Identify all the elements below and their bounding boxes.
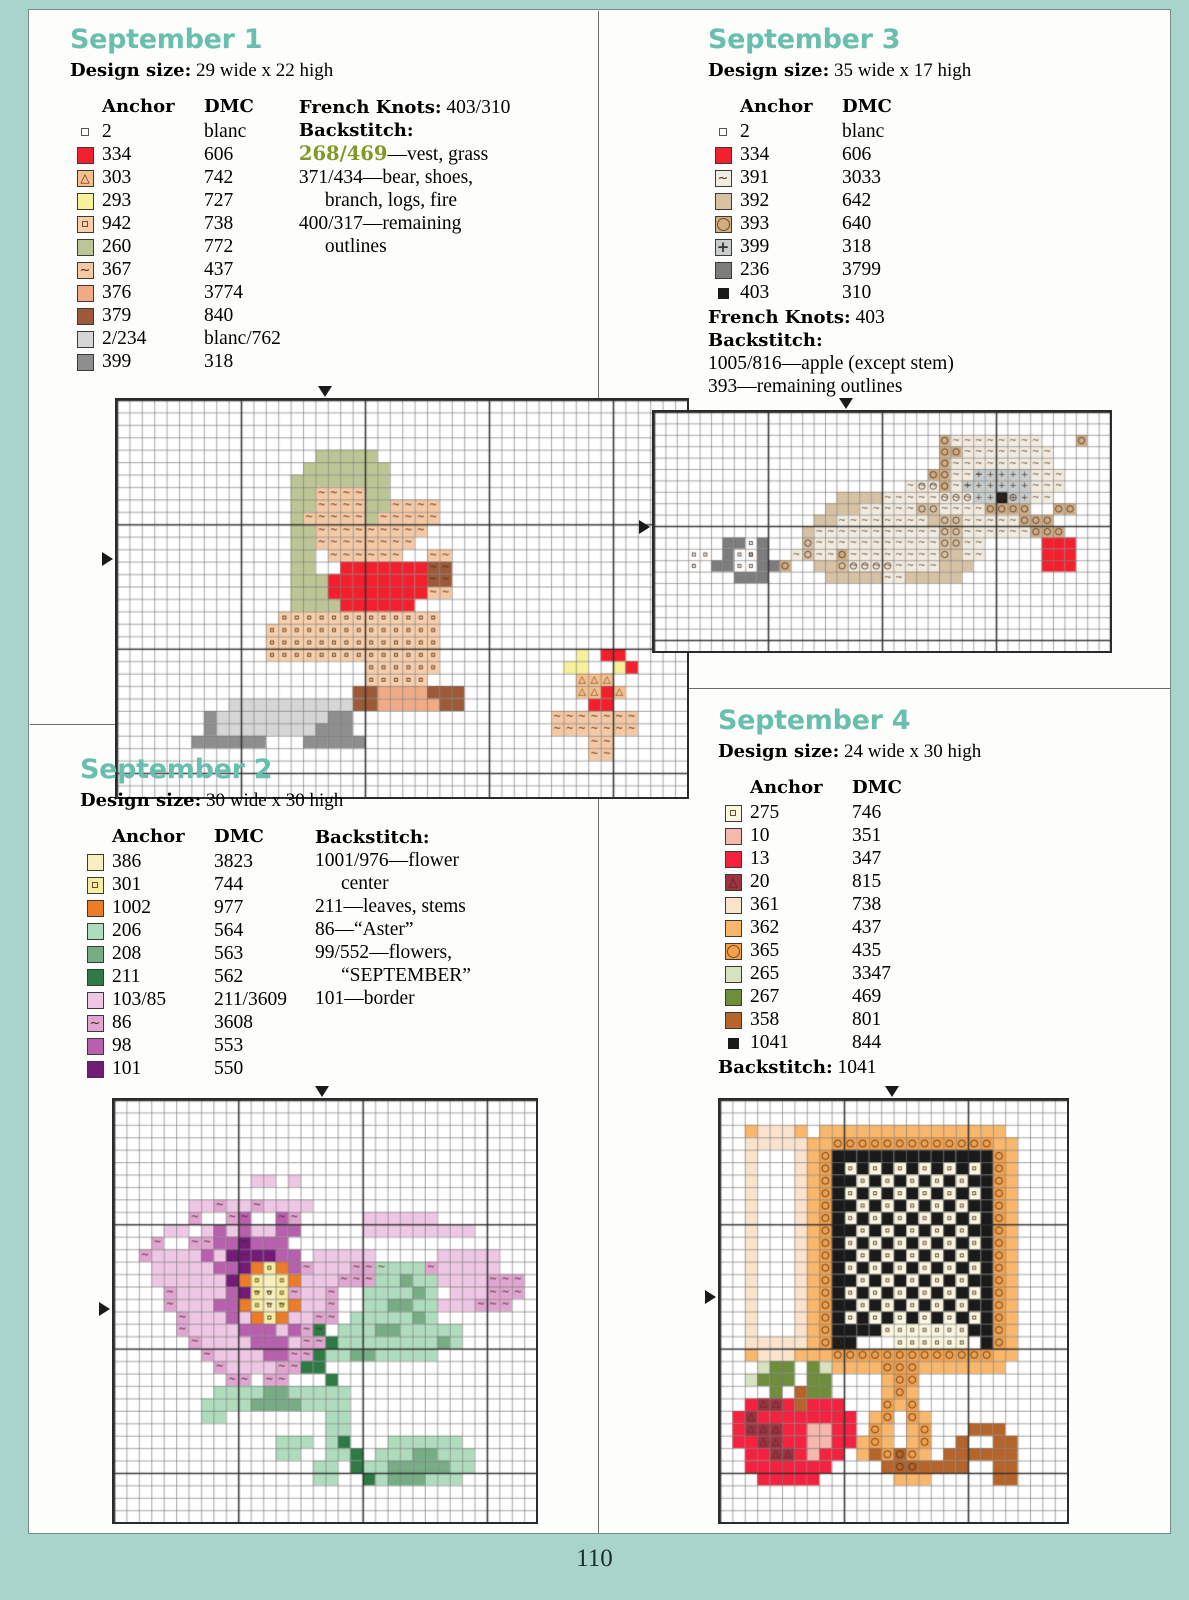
french-knots-label: French Knots: [298,97,442,118]
cross-stitch-chart-september-2 [112,1098,538,1524]
legend-header-dmc: DMC [842,96,892,117]
legend-anchor-cell: 365 [750,939,780,961]
legend-symbol-cell [70,166,100,189]
legend-symbol-cell [70,350,100,373]
legend-row [80,942,287,965]
legend-symbol-cell [80,988,110,1011]
backstitch-continuation: center [340,873,389,894]
legend-anchor-cell: 334 [740,143,770,165]
backstitch-item: 1005/816—apple (except stem) [708,353,954,374]
legend-row [708,212,892,235]
legend-symbol-cell [708,281,738,304]
legend-row [718,801,902,824]
legend-dmc-cell: 435 [852,939,882,961]
center-arrow-left [102,552,113,566]
page-title-september-1: September 1 [70,24,263,55]
legend-anchor-cell: 392 [740,189,770,211]
legend-anchor-cell: 20 [750,870,770,892]
legend-row [718,939,902,962]
legend-row [70,304,281,327]
legend-symbol-cell [708,235,738,258]
legend-symbol-cell [80,965,110,988]
legend-row [80,850,287,873]
legend-swatch-solid-icon [725,897,742,914]
legend-swatch-solid-icon [725,966,742,983]
legend-swatch-solid-icon [715,262,732,279]
legend-dmc-cell: 977 [214,896,244,918]
legend-dmc-cell: 640 [842,212,872,234]
design-size-value: 24 wide x 30 high [844,741,982,762]
panel-september-2 [80,754,590,1080]
legend-dmc-cell: blanc [842,120,885,142]
legend-swatch-solid-icon [725,1012,742,1029]
legend-swatch-solid-icon [77,193,94,210]
center-arrow-left [99,1302,110,1316]
legend-dmc-cell: 642 [842,189,872,211]
backstitch-list [708,352,1148,398]
legend-anchor-cell: 275 [750,801,780,823]
french-knots-line [708,306,1148,329]
legend-row [718,916,902,939]
legend-symbol-cell [80,1057,110,1080]
french-knots-value: 403/310 [446,97,511,118]
legend-dmc-cell: 469 [852,985,882,1007]
legend-anchor-cell: 260 [102,235,132,257]
legend-swatch-solid-icon [77,331,94,348]
legend-dmc-cell: 437 [852,916,882,938]
design-size-september-2 [80,790,590,812]
legend-symbol-cell [708,143,738,166]
legend-swatch-tilde-icon: ~ [87,1015,104,1032]
legend-anchor-cell: 403 [740,281,770,303]
backstitch-label: Backstitch: [708,330,823,351]
legend-swatch-circle-icon [725,943,742,960]
legend-dmc-cell: 772 [204,235,234,257]
design-size-value: 29 wide x 22 high [196,60,334,81]
legend-swatch-solid-icon [87,900,104,917]
legend-swatch-triangle-icon: △ [725,874,742,891]
legend-swatch-solid-icon [715,147,732,164]
center-arrow-top [315,1086,329,1097]
legend-anchor-cell: 101 [112,1057,142,1079]
legend-symbol-cell [708,189,738,212]
center-arrow-left [639,520,650,534]
legend-swatch-circle-icon [715,216,732,233]
legend-symbol-cell [70,327,100,350]
notes-september-1 [299,96,549,373]
legend-row [80,965,287,988]
legend-swatch-solid-icon [87,923,104,940]
legend-symbol-cell [70,120,100,143]
legend-dmc-cell: 310 [842,281,872,303]
legend-dmc-cell: 815 [852,870,882,892]
legend-symbol-cell [718,870,748,893]
legend-header-anchor: Anchor [102,96,175,117]
legend-row [708,166,892,189]
center-arrow-left [705,1290,716,1304]
legend-anchor-cell: 211 [112,965,141,987]
legend-swatch-solid-icon [715,193,732,210]
legend-row [718,1008,902,1031]
legend-dmc-cell: 3608 [214,1011,253,1033]
legend-swatch-dot-icon [77,216,94,233]
design-size-value: 35 wide x 17 high [834,60,972,81]
legend-dmc-cell: 553 [214,1034,244,1056]
legend-anchor-cell: 301 [112,873,142,895]
page-title-september-2: September 2 [80,754,273,785]
legend-row [708,235,892,258]
design-size-september-4 [718,741,1148,763]
legend-dmc-cell: blanc/762 [204,327,281,349]
legend-row [80,1011,287,1034]
legend-swatch-blank-icon [719,128,727,136]
legend-swatch-solid-icon [77,308,94,325]
center-arrow-top [839,398,853,409]
notes-september-3 [708,306,1148,398]
legend-swatch-tilde-icon: ~ [77,262,94,279]
legend-symbol-cell [708,120,738,143]
legend-header-dmc: DMC [852,777,902,798]
legend-row [80,988,287,1011]
legend-symbol-cell [718,893,748,916]
design-size-label: Design size: [708,60,830,81]
legend-symbol-cell [70,235,100,258]
legend-anchor-cell: 399 [740,235,770,257]
legend-dmc-cell: 211/3609 [214,988,287,1010]
legend-dmc-cell: 564 [214,919,244,941]
legend-row [70,189,281,212]
legend-anchor-cell: 293 [102,189,132,211]
legend-symbol-cell [80,919,110,942]
backstitch-list [299,142,549,258]
design-size-september-3 [708,60,1148,82]
legend-symbol-cell [718,916,748,939]
legend-symbol-cell [70,212,100,235]
legend-dmc-cell: 738 [204,212,234,234]
french-knots-value: 403 [855,307,885,328]
backstitch-value: 1041 [837,1057,877,1078]
legend-symbol-cell [718,801,748,824]
notes-september-4 [718,1056,1148,1079]
legend-swatch-dot-icon [725,805,742,822]
legend-swatch-solid-icon [77,354,94,371]
legend-row [718,985,902,1008]
legend-row [718,962,902,985]
legend-swatch-black-icon [728,1038,739,1049]
legend-swatch-solid-icon [77,147,94,164]
legend-anchor-cell: 393 [740,212,770,234]
legend-row [70,281,281,304]
legend-swatch-solid-icon [725,828,742,845]
legend-dmc-cell: 563 [214,942,244,964]
legend-anchor-cell: 376 [102,281,132,303]
legend-dmc-cell: 606 [204,143,234,165]
legend-dmc-cell: 550 [214,1057,244,1079]
legend-symbol-cell [70,143,100,166]
legend-dmc-cell: blanc [204,120,247,142]
legend-swatch-triangle-icon: △ [77,170,94,187]
legend-symbol-cell [80,1011,110,1034]
backstitch-item: 1001/976—flower center [315,849,515,895]
backstitch-item: 99/552—flowers, “SEPTEMBER” [315,941,515,987]
french-knots-label: French Knots: [708,307,851,328]
legend-header-dmc: DMC [204,96,254,117]
legend-dmc-cell: 744 [214,873,244,895]
legend-swatch-solid-icon [87,969,104,986]
backstitch-list [315,849,515,1010]
design-size-september-1 [70,60,590,82]
legend-row [70,327,281,350]
backstitch-item: 400/317—remaining outlines [299,212,549,258]
backstitch-label: Backstitch: [298,120,414,141]
legend-symbol-cell [718,1031,748,1054]
chart-wrap-september-1 [115,398,689,799]
legend-anchor-cell: 358 [750,1008,780,1030]
page-title-september-3: September 3 [708,24,901,55]
legend-row [80,1057,287,1080]
legend-header-anchor: Anchor [740,96,813,117]
legend-symbol-cell [80,873,110,896]
legend-header-anchor: Anchor [112,826,185,847]
legend-symbol-cell [80,896,110,919]
legend-anchor-cell: 208 [112,942,142,964]
legend-dmc-cell: 437 [204,258,234,280]
legend-swatch-solid-icon [87,992,104,1009]
legend-row [70,143,281,166]
legend-table-september-4 [718,777,902,1054]
design-size-label: Design size: [70,60,192,81]
legend-symbol-cell [718,847,748,870]
legend-anchor-cell: 1041 [750,1031,789,1053]
legend-swatch-blank-icon [81,128,89,136]
legend-row [80,896,287,919]
legend-row [708,189,892,212]
legend-anchor-cell: 362 [750,916,780,938]
page-title-september-4: September 4 [718,705,911,736]
legend-anchor-cell: 391 [740,166,770,188]
legend-symbol-cell [70,189,100,212]
page-number: 110 [576,1545,613,1572]
legend-symbol-cell [70,281,100,304]
backstitch-line [718,1056,1148,1079]
legend-symbol-cell [708,166,738,189]
legend-dmc-cell: 3823 [214,850,253,872]
backstitch-label: Backstitch: [314,827,430,848]
center-arrow-top [885,1086,899,1097]
backstitch-item: 268/469—vest, grass [298,142,489,165]
legend-symbol-cell [718,962,748,985]
panel-september-3 [708,24,1148,398]
legend-anchor-cell: 334 [102,143,132,165]
legend-dmc-cell: 3347 [852,962,891,984]
legend-symbol-cell [708,212,738,235]
cross-stitch-chart-september-1 [115,398,689,799]
chart-wrap-september-3 [652,410,1112,653]
legend-row [708,120,892,143]
legend-dmc-cell: 347 [852,847,882,869]
backstitch-continuation: branch, logs, fire [324,190,458,211]
legend-anchor-cell: 2/234 [102,327,147,349]
legend-dmc-cell: 606 [842,143,872,165]
legend-dmc-cell: 738 [852,893,882,915]
cross-stitch-chart-september-3 [652,410,1112,653]
legend-anchor-cell: 13 [750,847,770,869]
french-knots-line [299,96,549,119]
legend-anchor-cell: 2 [740,120,750,142]
legend-symbol-cell [718,939,748,962]
legend-dmc-cell: 801 [852,1008,882,1030]
legend-swatch-black-icon [718,288,729,299]
legend-anchor-cell: 386 [112,850,142,872]
legend-symbol-cell [708,258,738,281]
legend-symbol-cell [70,258,100,281]
divider-vertical-lower [598,688,599,1533]
legend-anchor-cell: 942 [102,212,132,234]
backstitch-item: 86—“Aster” [314,919,414,940]
legend-dmc-cell: 742 [204,166,234,188]
legend-dmc-cell: 318 [842,235,872,257]
legend-swatch-solid-icon [87,854,104,871]
legend-row [70,258,281,281]
legend-row [718,824,902,847]
backstitch-label: Backstitch: [718,1057,833,1078]
legend-row [70,235,281,258]
legend-symbol-cell [80,942,110,965]
legend-row [718,893,902,916]
legend-swatch-solid-icon [77,239,94,256]
legend-swatch-solid-icon [725,851,742,868]
legend-symbol-cell [718,1008,748,1031]
legend-row [80,919,287,942]
legend-header-dmc: DMC [214,826,264,847]
legend-swatch-tilde-icon: ~ [715,170,732,187]
backstitch-item: 211—leaves, stems [314,896,466,917]
legend-dmc-cell: 844 [852,1031,882,1053]
legend-dmc-cell: 562 [214,965,244,987]
legend-swatch-solid-icon [725,989,742,1006]
legend-anchor-cell: 1002 [112,896,151,918]
legend-swatch-dot-icon [87,877,104,894]
legend-row [80,873,287,896]
legend-row [718,870,902,893]
legend-dmc-cell: 746 [852,801,882,823]
legend-dmc-cell: 3033 [842,166,881,188]
legend-row [708,258,892,281]
legend-row [70,212,281,235]
legend-row [80,1034,287,1057]
legend-anchor-cell: 361 [750,893,780,915]
legend-dmc-cell: 3799 [842,258,881,280]
legend-dmc-cell: 318 [204,350,234,372]
legend-anchor-cell: 98 [112,1034,132,1056]
legend-swatch-solid-icon [87,1061,104,1078]
backstitch-item: 393—remaining outlines [708,376,903,397]
legend-table-september-1 [70,96,281,373]
legend-row [718,847,902,870]
legend-anchor-cell: 267 [750,985,780,1007]
backstitch-item: 101—border [314,988,415,1009]
panel-september-4 [718,705,1148,1079]
legend-anchor-cell: 303 [102,166,132,188]
legend-anchor-cell: 2 [102,120,112,142]
legend-anchor-cell: 236 [740,258,770,280]
legend-swatch-solid-icon [87,946,104,963]
legend-anchor-cell: 103/85 [112,988,167,1010]
design-size-label: Design size: [80,790,202,811]
legend-table-september-3 [708,96,892,304]
backstitch-item: 371/434—bear, shoes, branch, logs, fire [299,166,549,212]
notes-september-2 [315,826,515,1080]
legend-symbol-cell [80,850,110,873]
legend-row [70,350,281,373]
legend-anchor-cell: 265 [750,962,780,984]
legend-symbol-cell [70,304,100,327]
legend-row [70,120,281,143]
chart-wrap-september-4 [718,1098,1069,1524]
legend-row [70,166,281,189]
legend-dmc-cell: 3774 [204,281,243,303]
legend-header-anchor: Anchor [750,777,823,798]
legend-dmc-cell: 840 [204,304,234,326]
legend-swatch-solid-icon [77,285,94,302]
design-size-label: Design size: [718,741,840,762]
backstitch-continuation: outlines [324,236,387,257]
legend-dmc-cell: 351 [852,824,882,846]
legend-dmc-cell: 727 [204,189,234,211]
legend-anchor-cell: 367 [102,258,132,280]
legend-table-september-2 [80,826,287,1080]
legend-row [708,143,892,166]
legend-row [718,1031,902,1054]
legend-symbol-cell [80,1034,110,1057]
legend-anchor-cell: 399 [102,350,132,372]
legend-symbol-cell [718,985,748,1008]
legend-anchor-cell: 206 [112,919,142,941]
legend-symbol-cell [718,824,748,847]
legend-swatch-plus-icon: + [715,239,732,256]
cross-stitch-chart-september-4 [718,1098,1069,1524]
legend-anchor-cell: 86 [112,1011,132,1033]
backstitch-continuation: “SEPTEMBER” [340,965,471,986]
legend-swatch-solid-icon [87,1038,104,1055]
legend-anchor-cell: 379 [102,304,132,326]
panel-september-1 [70,24,590,373]
design-size-value: 30 wide x 30 high [206,790,344,811]
legend-anchor-cell: 10 [750,824,770,846]
legend-swatch-solid-icon [725,920,742,937]
center-arrow-top [318,386,332,397]
legend-row [708,281,892,304]
chart-wrap-september-2 [112,1098,538,1524]
